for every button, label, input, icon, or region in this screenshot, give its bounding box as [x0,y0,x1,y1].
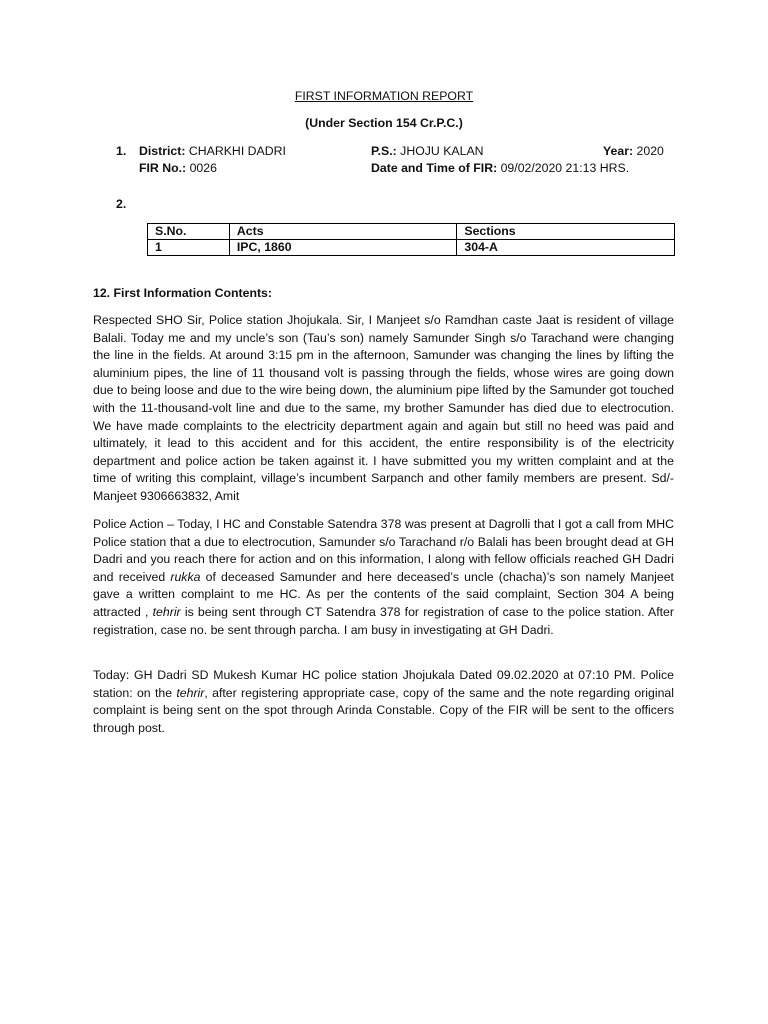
document-title: FIRST INFORMATION REPORT [294,89,474,103]
police-action-text-2: of deceased Samunder and here deceased’s uncle (chacha)’s son namely Manjeet gave a written complaint to me HC. As per the contents of the said complaint, Section 304 A being attracted , [93,569,674,619]
table-cell-act: IPC, 1860 [229,240,457,256]
fir-datetime-value: 09/02/2020 21:13 HRS. [500,161,630,175]
police-action-text-3: is being sent through CT Satendra 378 for registration of case to the police station. After registration, case no. be sent through parcha. I am busy in investigating at GH Dadri. [93,604,674,637]
acts-sections-table [147,223,675,256]
police-station-value: JHOJU KALAN [400,144,484,158]
police-action-paragraph [93,516,674,639]
registration-note-text-1: Today: GH Dadri SD Mukesh Kumar HC police station Jhojukala Dated 09.02.2020 at 07:10 PM. Police station: on the [93,668,674,700]
complaint-paragraph: Respected SHO Sir, Police station Jhojukala. Sir, I Manjeet s/o Ramdhan caste Jaat is resident of village Balali. Today me and my uncle’s son (Tau’s son) namely Samunder Singh s/o Tarachand were changing the line in the fields. At around 3:15 pm in the afternoon, Samunder was changing the lines by lifting the aluminium pipes, the line of 11 thousand volt is passing through the fields, whose wires are going down due to being loose and due to the wire being down, the aluminium pipe lifted by the Samunder got touched with the 11-thousand-volt line and due to the same, my brother Samunder has died due to electrocution. We have made complaints to the electricity department again and again but still no heed was paid and ultimately, it lead to this accident and for this accident, the entire responsibility is of the electricity department and police action be taken against it. I have submitted you my written complaint and at the time of writing this complaint, village’s incumbent Sarpanch and other family members are present. Sd/- Manjeet 9306663832, Amit [93,313,674,503]
police-station-field [371,143,484,161]
police-action-text-1: Police Action – Today, I HC and Constable Satendra 378 was present at Dagrolli that I got a call from MHC Police station that a due to electrocution, Samunder s/o Tarachand r/o Balali has been brought dead at GH Dadri and you reach there for action and on this information, I along with fellow officials reached GH Dadri and received [93,517,674,584]
district-label: District: [139,144,186,158]
table-row [148,240,675,256]
table-header-row [148,224,675,240]
fir-number-label: FIR No.: [139,161,187,175]
rukka-term: rukka [170,569,201,584]
district-field [139,143,286,161]
fir-number-field [139,160,217,178]
year-label: Year: [603,144,634,158]
registration-note-text-2: , after registering appropriate case, copy of the same and the note regarding original complaint is being sent on the spot through Arinda Constable. Copy of the FIR will be sent to the officers through post. [93,685,674,735]
fir-datetime-field [371,160,629,178]
police-station-label: P.S.: [371,144,397,158]
contents-heading: 12. First Information Contents: [93,286,272,300]
document-subtitle: (Under Section 154 Cr.P.C.) [305,116,463,130]
item-number-1: 1. [116,144,127,158]
table-cell-section: 304-A [457,240,675,256]
district-value: CHARKHI DADRI [188,144,286,158]
column-header-sno: S.No. [148,224,230,240]
table-cell-sno: 1 [148,240,230,256]
column-header-acts: Acts [229,224,457,240]
registration-note-paragraph [93,667,674,737]
fir-datetime-label: Date and Time of FIR: [371,161,498,175]
year-value: 2020 [636,144,664,158]
item-number-2: 2. [116,197,127,211]
year-field [603,143,664,161]
column-header-sections: Sections [457,224,675,240]
fir-number-value: 0026 [189,161,217,175]
tehrir-term-2: tehrir [176,685,205,700]
tehrir-term: tehrir [152,604,181,619]
